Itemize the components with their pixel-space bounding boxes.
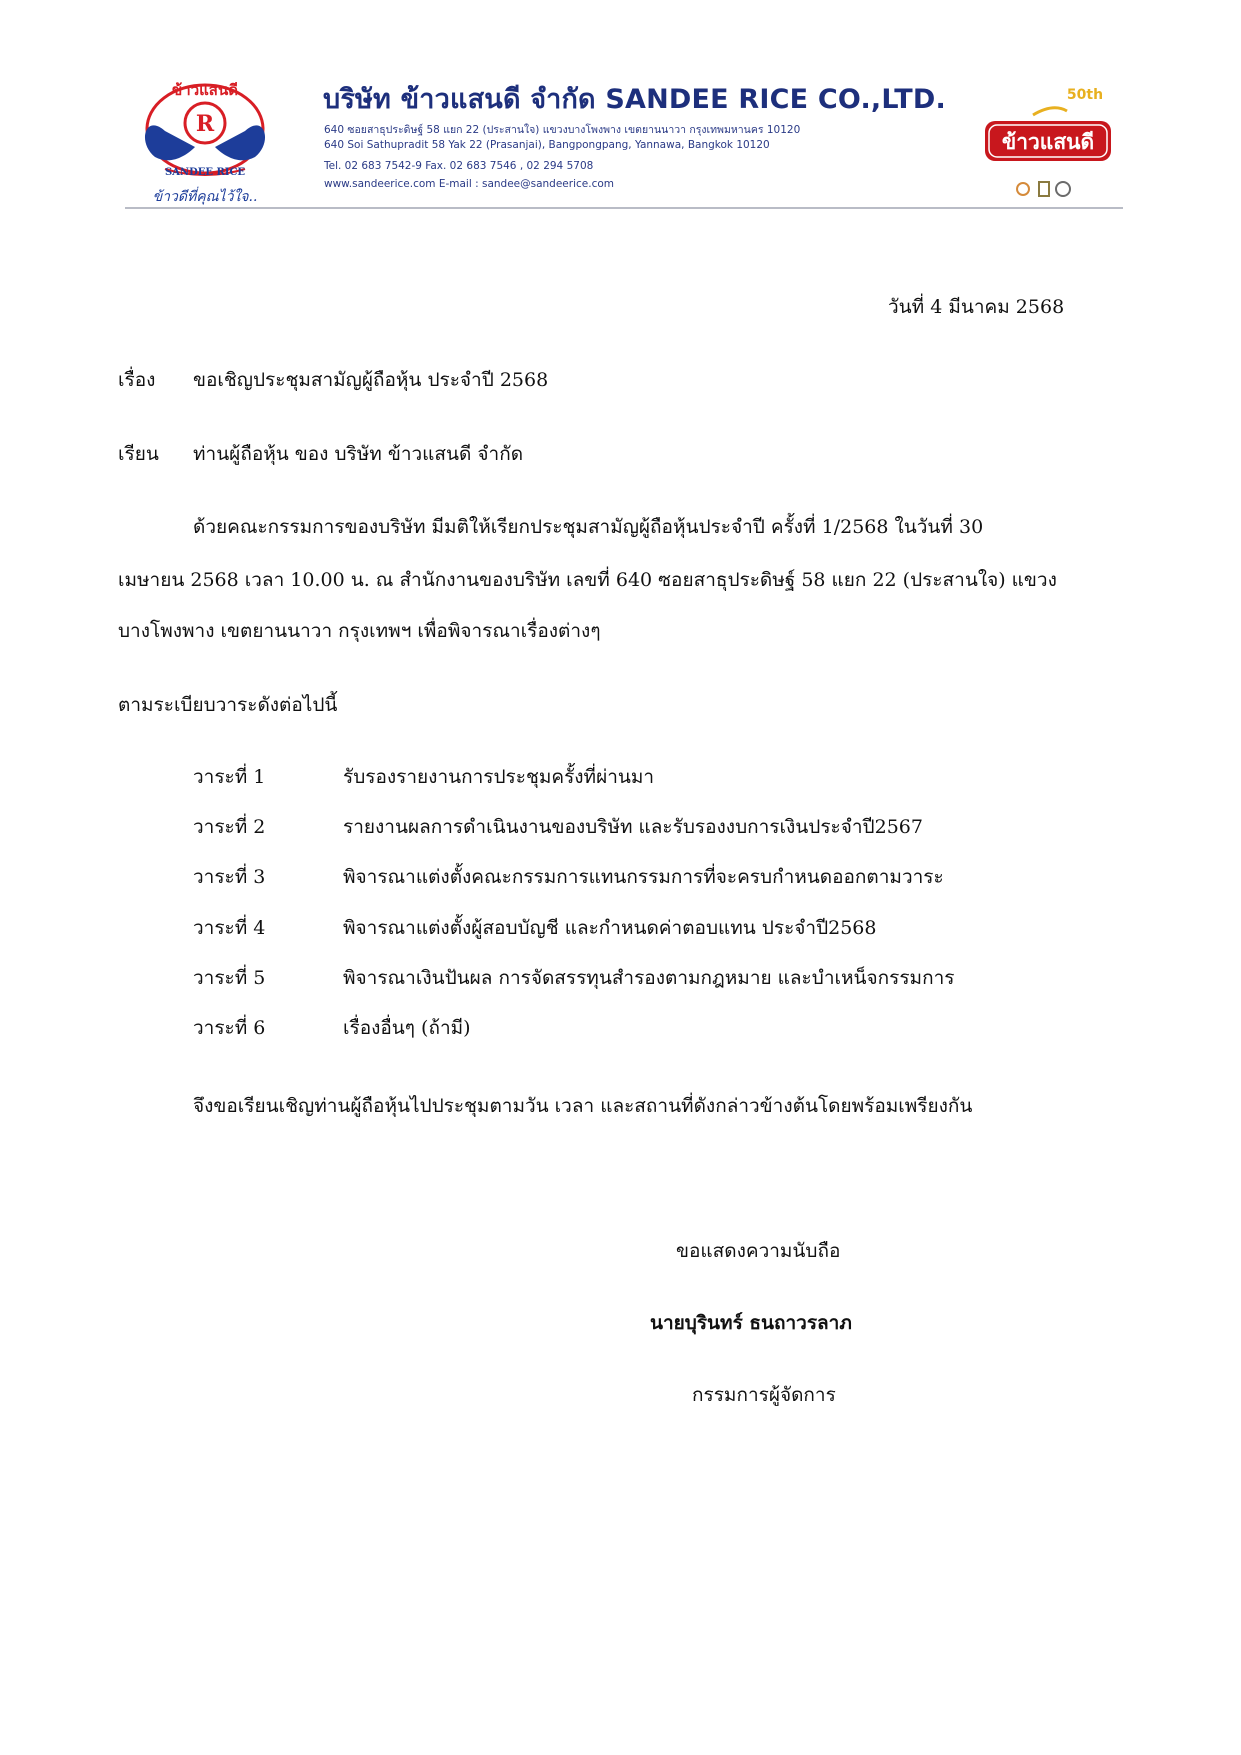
quality-badge-icon	[1056, 182, 1070, 196]
closing-paragraph: จึงขอเรียนเชิญท่านผู้ถือหุ้นไปประชุมตามวัน เวลา และสถานที่ดังกล่าวข้างต้นโดยพร้อมเพรียงกัน	[193, 1095, 973, 1117]
agenda-item-text: เรื่องอื่นๆ (ถ้ามี)	[343, 1017, 471, 1039]
recipient-text: ท่านผู้ถือหุ้น ของ บริษัท ข้าวแสนดี จำกัด	[193, 443, 524, 465]
logo-left-top-text: ข้าวแสนดี	[172, 81, 238, 99]
body-line-2: เมษายน 2568 เวลา 10.00 น. ณ สำนักงานของบริษัท เลขที่ 640 ซอยสาธุประดิษฐ์ 58 แยก 22 (ประสานใจ) แขวง	[118, 569, 1057, 591]
signatory-title: กรรมการผู้จัดการ	[692, 1384, 836, 1406]
sandee-rice-logo-left	[125, 73, 285, 213]
subject-text: ขอเชิญประชุมสามัญผู้ถือหุ้น ประจำปี 2568	[193, 369, 549, 391]
agenda-intro: ตามระเบียบวาระดังต่อไปนี้	[118, 694, 338, 716]
logo-left-slogan: ข้าวดีที่คุณไว้ใจ..	[152, 189, 258, 205]
address-thai: 640 ซอยสาธุประดิษฐ์ 58 แยก 22 (ประสานใจ) แขวงบางโพงพาง เขตยานนาวา กรุงเทพมหานคร 10120	[324, 124, 801, 136]
agenda-item-number: วาระที่ 3	[193, 866, 266, 888]
logo-left-brand-text: SANDEE RICE	[164, 167, 246, 178]
letter-date: วันที่ 4 มีนาคม 2568	[888, 296, 1065, 318]
tel-fax: Tel. 02 683 7542-9 Fax. 02 683 7546 , 02 294 5708	[324, 160, 594, 172]
logo-right-brand-text: ข้าวแสนดี	[1001, 130, 1095, 154]
agenda-item-text: พิจารณาเงินปันผล การจัดสรรทุนสำรองตามกฎหมาย และบำเหน็จกรรมการ	[343, 967, 955, 989]
recipient-label: เรียน	[118, 443, 159, 465]
website-email: www.sandeerice.com E-mail : sandee@sandeerice.com	[324, 178, 615, 190]
agenda-item-number: วาระที่ 6	[193, 1017, 266, 1039]
address-english: 640 Soi Sathupradit 58 Yak 22 (Prasanjai), Bangpongpang, Yannawa, Bangkok 10120	[324, 139, 770, 151]
agenda-item-number: วาระที่ 1	[193, 766, 266, 788]
letterhead-divider	[125, 207, 1123, 209]
award-badge-icon	[1039, 182, 1049, 196]
agenda-item-text: พิจารณาแต่งตั้งคณะกรรมการแทนกรรมการที่จะครบกำหนดออกตามวาระ	[343, 866, 944, 888]
subject-label: เรื่อง	[118, 369, 156, 391]
agenda-item-number: วาระที่ 5	[193, 967, 266, 989]
body-line-3: บางโพงพาง เขตยานนาวา กรุงเทพฯ เพื่อพิจารณาเรื่องต่างๆ	[118, 620, 601, 642]
agenda-item-text: รายงานผลการดำเนินงานของบริษัท และรับรองงบการเงินประจำปี2567	[343, 816, 923, 838]
anniversary-mark: 50th	[1066, 87, 1104, 103]
regards-text: ขอแสดงความนับถือ	[676, 1240, 841, 1262]
sandee-rice-logo-right	[963, 75, 1123, 203]
agenda-item-text: รับรองรายงานการประชุมครั้งที่ผ่านมา	[343, 766, 655, 788]
agenda-item-number: วาระที่ 4	[193, 917, 266, 939]
svg-text:R: R	[195, 111, 215, 137]
body-line-1: ด้วยคณะกรรมการของบริษัท มีมติให้เรียกประชุมสามัญผู้ถือหุ้นประจำปี ครั้งที่ 1/2568 ในวันที่ 30	[193, 516, 984, 538]
company-name: บริษัท ข้าวแสนดี จำกัด SANDEE RICE CO.,LTD.	[323, 84, 946, 115]
agenda-item-text: พิจารณาแต่งตั้งผู้สอบบัญชี และกำหนดค่าตอบแทน ประจำปี2568	[343, 917, 877, 939]
agenda-item-number: วาระที่ 2	[193, 816, 266, 838]
signatory-name: นายบุรินทร์ ธนถาวรลาภ	[650, 1312, 852, 1334]
letterhead	[125, 65, 1123, 215]
certification-badge-icon	[1017, 183, 1029, 195]
